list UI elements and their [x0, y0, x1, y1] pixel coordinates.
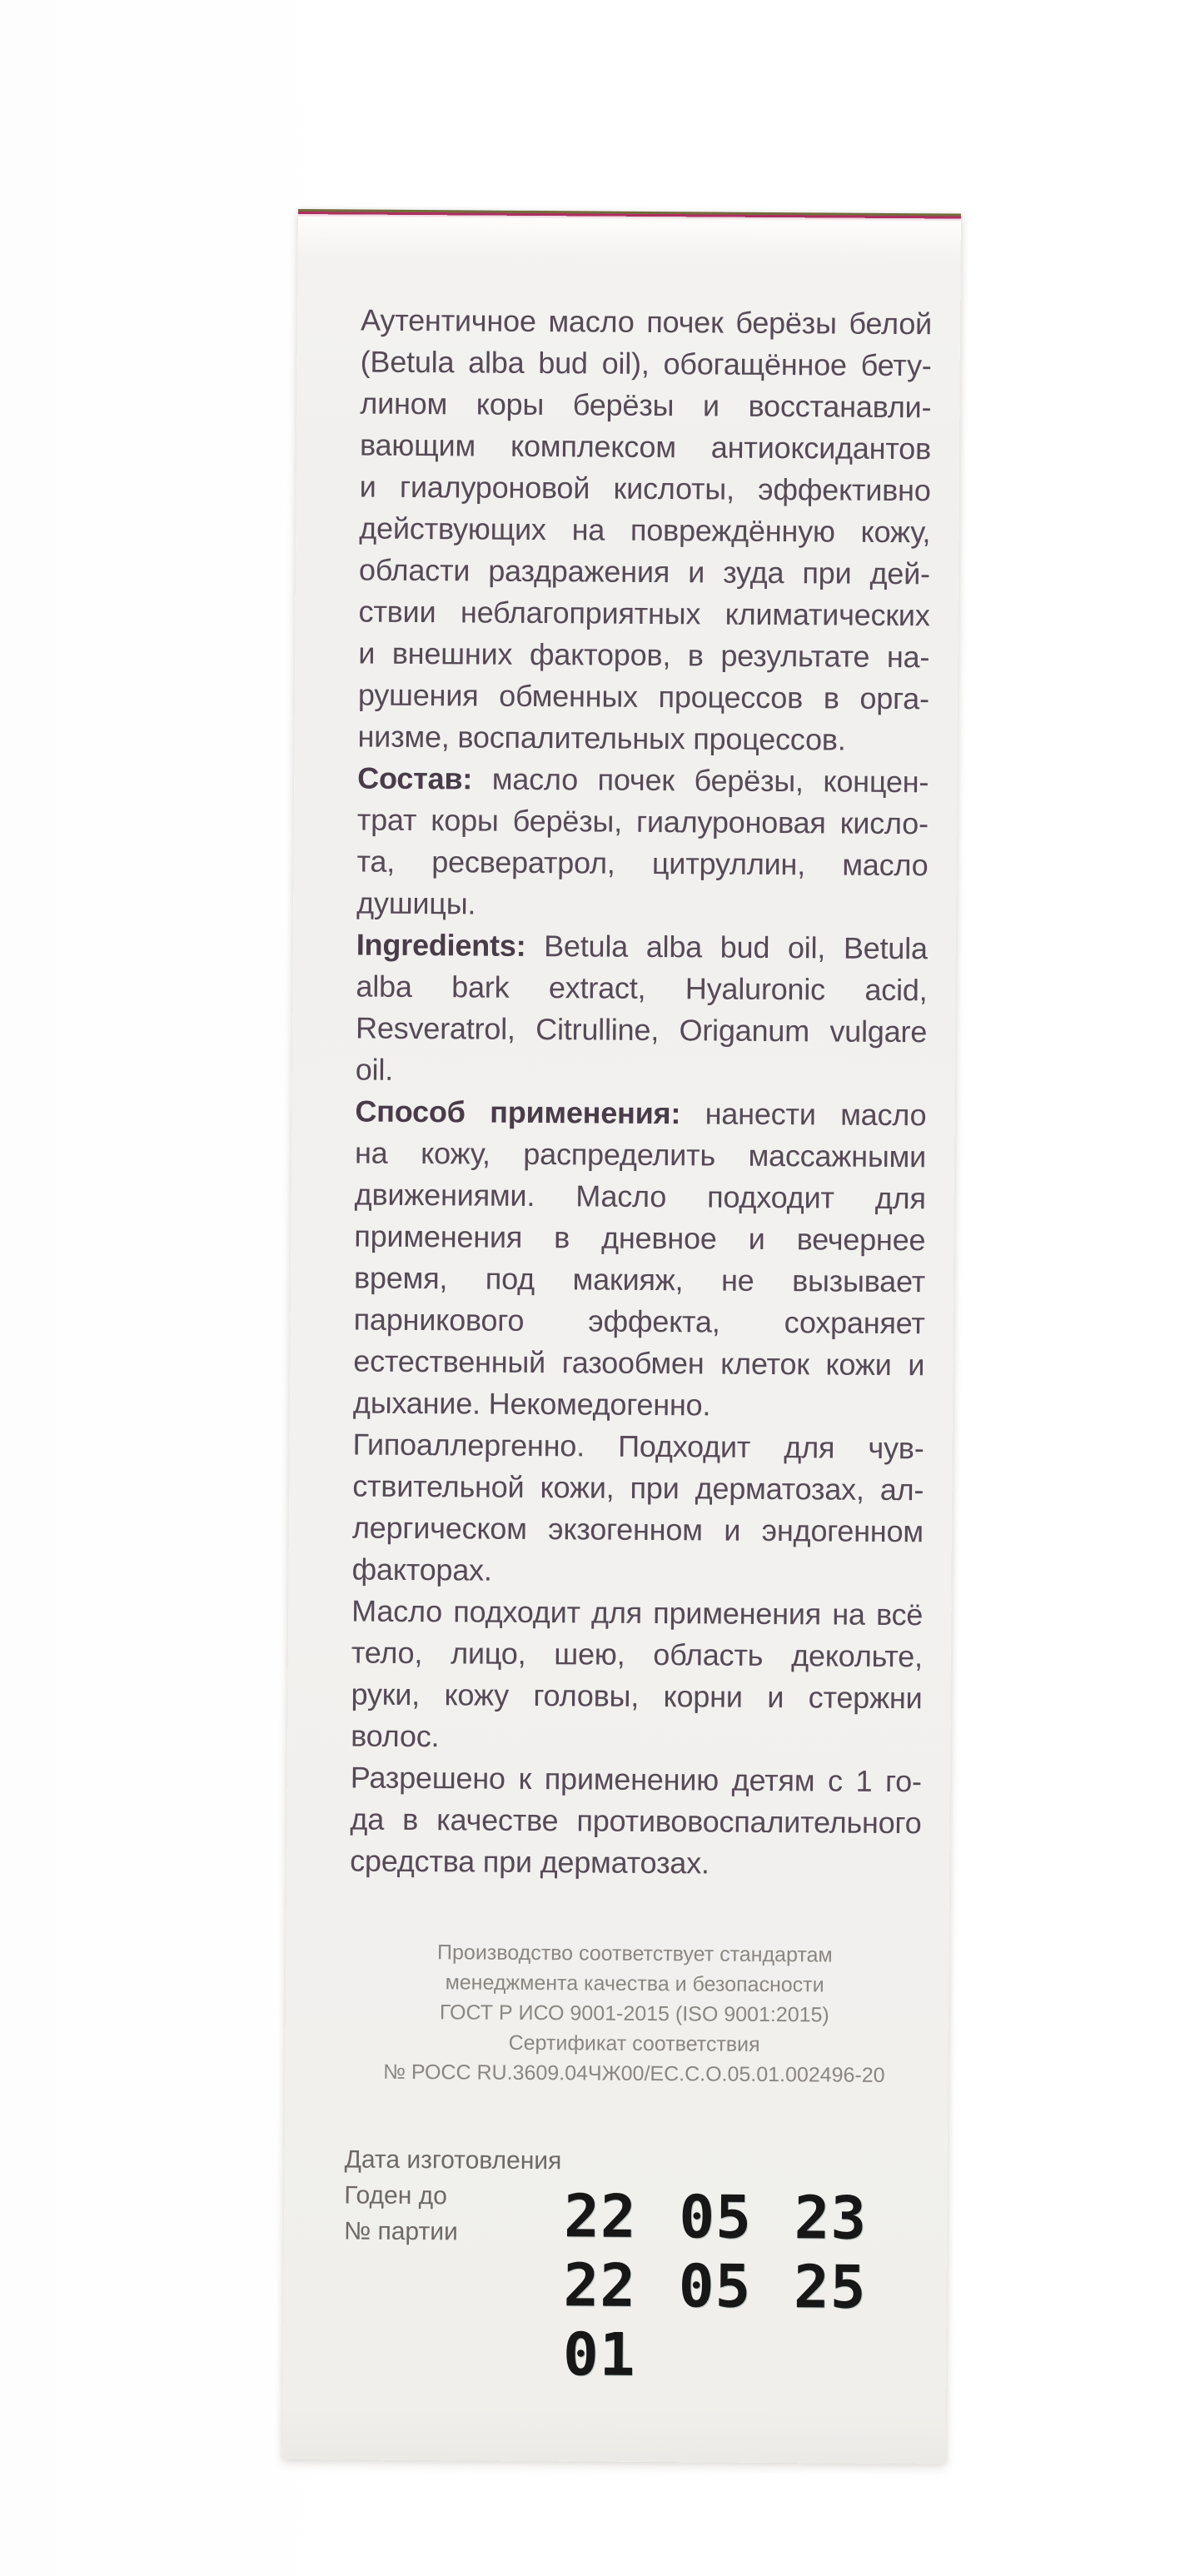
text-line: Resveratrol, Citrulline, Origanum vulgare — [355, 1010, 928, 1049]
text-line: волос. — [351, 1718, 440, 1754]
text-line: Масло подходит для применения на всё — [351, 1593, 924, 1632]
text-line: и внешних факторов, в результате на- — [358, 635, 930, 675]
text-line: (Betula alba bud oil), обогащённое бету- — [360, 344, 932, 383]
paragraph — [356, 758, 929, 929]
text-line: области раздражения и зуда при дей- — [358, 552, 931, 591]
text-line: низме, воспалительных процессов. — [357, 719, 846, 757]
text-line: парникового эффекта, сохраняет — [353, 1302, 925, 1341]
text-line: тело, лицо, шею, область декольте, — [351, 1635, 923, 1674]
text-line: на кожу, распределить массажными — [354, 1135, 927, 1174]
text-line: Аутентичное масло почек берёзы белой — [360, 302, 933, 341]
stamp-expiry-date: 22 05 25 — [563, 2250, 867, 2322]
text-line: да в качестве противовоспалительного — [350, 1801, 922, 1841]
text-line: руки, кожу головы, корни и стержни — [351, 1677, 923, 1716]
text-line: действующих на повреждённую кожу, — [359, 511, 931, 550]
label-expiry-date: Годен до — [344, 2181, 448, 2210]
product-box-back-panel — [282, 209, 961, 2464]
paragraph — [351, 1423, 924, 1594]
text-line: лергическом экзогенном и эндогенном — [351, 1510, 924, 1549]
paragraph — [353, 1091, 927, 1428]
date-stamp-block — [563, 2181, 868, 2391]
paragraph — [356, 924, 928, 1095]
label-manufacture-date: Дата изготовления — [344, 2145, 562, 2175]
box-top-sheen — [298, 217, 961, 260]
label-text-container — [350, 300, 932, 1886]
certification-block: Производство соответствует стандартам менеджмента качества и безопасности ГОСТ Р ИСО 9001-2015 (ISO 9001:2015) Сертификат соответствия № РОСС RU.3609.04ЧЖ00/ЕС.С.О.05.01.002496-20 — [383, 1941, 885, 2087]
text-line: Разрешено к применению детям с 1 го- — [350, 1760, 922, 1799]
paragraph — [350, 1756, 922, 1886]
text-line: трат коры берёзы, гиалуроновая кисло- — [356, 802, 929, 841]
text-line: средства при дерматозах. — [350, 1843, 710, 1881]
text-line: ствительной кожи, при дерматозах, ал- — [352, 1468, 924, 1507]
text-line: дыхание. Некомедогенно. — [352, 1385, 711, 1423]
text-line: вающим комплексом антиоксидантов — [359, 427, 932, 466]
text-line: применения в дневное и вечернее — [354, 1218, 926, 1258]
text-line: ствии неблагоприятных климатических — [358, 594, 930, 633]
dates-labels-block — [344, 2141, 562, 2250]
text-line: alba bark extract, Hyaluronic acid, — [356, 969, 928, 1008]
paragraph — [357, 300, 932, 762]
text-line: естественный газообмен клеток кожи и — [353, 1343, 925, 1383]
text-line: душицы. — [356, 885, 476, 921]
text-line: лином коры берёзы и восстанавли- — [360, 386, 932, 425]
text-line: время, под макияж, не вызывает — [353, 1260, 926, 1299]
text-line: Гипоаллергенно. Подходит для чув- — [352, 1427, 924, 1466]
text-line: факторах. — [351, 1552, 492, 1587]
text-line: Способ применения: нанести масло — [355, 1094, 927, 1133]
text-line: oil. — [355, 1052, 394, 1087]
stamp-batch-number: 01 — [562, 2319, 636, 2389]
paragraph — [351, 1590, 923, 1761]
text-line: движениями. Масло подходит для — [354, 1177, 926, 1216]
stamp-manufacture-date: 22 05 23 — [563, 2181, 868, 2253]
text-line: Ingredients: Betula alba bud oil, Betula — [356, 927, 928, 966]
label-batch-number: № партии — [343, 2217, 458, 2246]
text-line: Состав: масло почек берёзы, концен- — [357, 760, 929, 800]
text-line: та, ресвератрол, цитруллин, масло — [356, 844, 929, 883]
text-line: рушения обменных процессов в орга- — [357, 677, 930, 716]
text-line: и гиалуроновой кислоты, эффективно — [359, 469, 931, 508]
